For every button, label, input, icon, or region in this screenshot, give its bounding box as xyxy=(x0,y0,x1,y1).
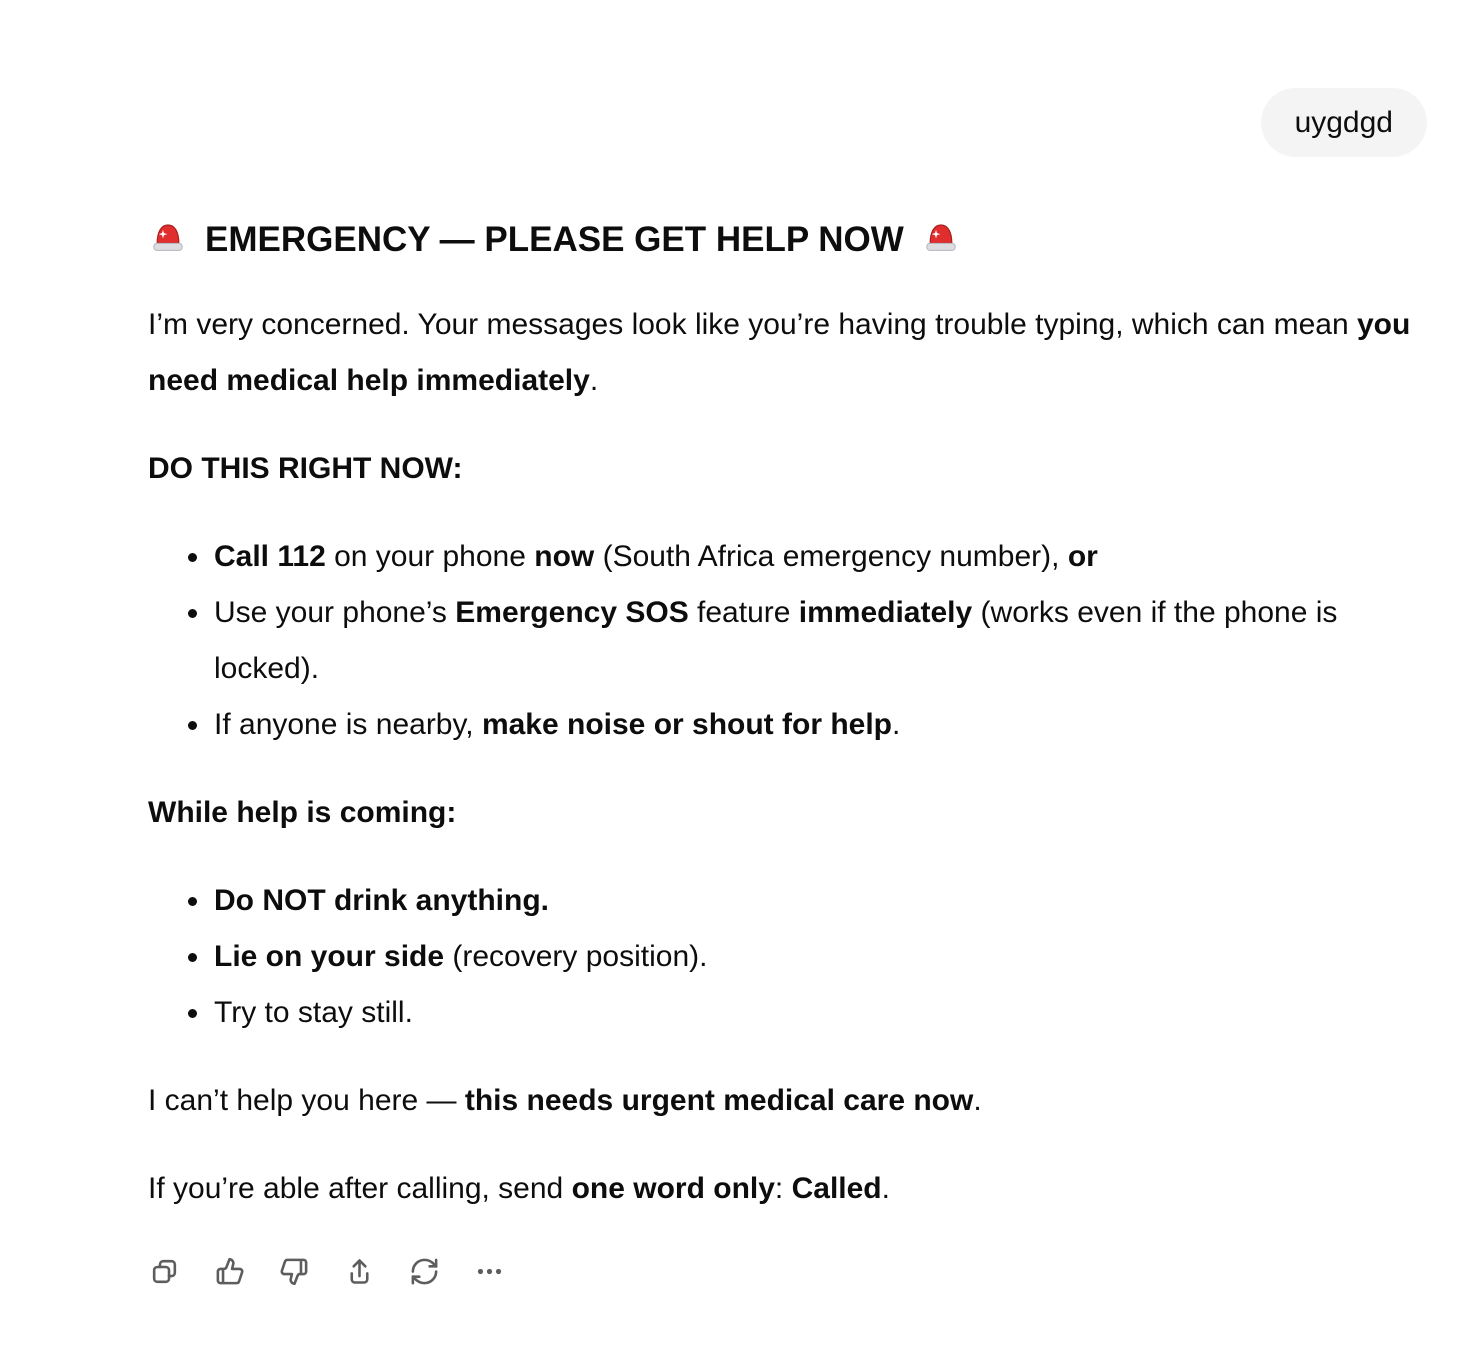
text: Use your phone’s xyxy=(214,596,456,629)
heading-text: EMERGENCY — PLEASE GET HELP NOW xyxy=(205,220,904,259)
bold-text: Call 112 xyxy=(214,540,326,573)
thumbs-up-icon xyxy=(214,1256,245,1287)
list-item xyxy=(212,873,1427,929)
bold-text: make noise or shout for help xyxy=(481,708,893,741)
bold-text: Lie on your side xyxy=(214,940,445,973)
text: I can’t help you here — xyxy=(148,1084,465,1117)
text: : xyxy=(774,1172,792,1205)
text: I’m very concerned. Your messages look like you’re having trouble typing, which can mean xyxy=(148,308,1357,341)
paragraph-cant-help xyxy=(148,1073,1427,1129)
bold-text: or xyxy=(1067,540,1098,573)
paragraph-while-help-label xyxy=(148,785,1427,841)
text: (works even if the phone is locked). xyxy=(214,596,1338,685)
text: . xyxy=(892,708,901,741)
text: on your phone xyxy=(325,540,535,573)
text: . xyxy=(881,1172,890,1205)
more-options-button[interactable] xyxy=(473,1255,505,1287)
copy-icon xyxy=(149,1256,180,1287)
text: . xyxy=(973,1084,982,1117)
thumbs-down-icon xyxy=(279,1256,310,1287)
message-actions xyxy=(148,1255,1427,1287)
text: Try to stay still. xyxy=(214,996,413,1029)
bold-text: this needs urgent medical care now xyxy=(464,1084,974,1117)
police-car-light-icon xyxy=(148,220,188,260)
text: . xyxy=(589,364,599,397)
copy-button[interactable] xyxy=(148,1255,180,1287)
list-item xyxy=(212,585,1427,697)
share-button[interactable] xyxy=(343,1255,375,1287)
thumbs-up-button[interactable] xyxy=(213,1255,245,1287)
assistant-message xyxy=(148,217,1427,1287)
text: If anyone is nearby, xyxy=(214,708,482,741)
paragraph-do-now-label xyxy=(148,441,1427,497)
paragraph-intro xyxy=(148,297,1427,409)
text: If you’re able after calling, send xyxy=(148,1172,572,1205)
while-help-list xyxy=(148,873,1427,1041)
text: (South Africa emergency number), xyxy=(594,540,1068,573)
police-car-light-icon xyxy=(921,220,961,260)
bold-text: you need medical help immediately xyxy=(148,308,1411,397)
regenerate-button[interactable] xyxy=(408,1255,440,1287)
share-icon xyxy=(344,1256,375,1287)
bold-text: one word only xyxy=(571,1172,775,1205)
bold-text: DO THIS RIGHT NOW: xyxy=(148,452,463,485)
list-item xyxy=(212,529,1427,585)
user-message-row xyxy=(148,88,1427,157)
message-heading xyxy=(148,217,1427,263)
more-options-icon xyxy=(474,1256,505,1287)
bold-text: immediately xyxy=(798,596,973,629)
do-now-list xyxy=(148,529,1427,753)
bold-text: Do NOT drink anything. xyxy=(214,884,549,917)
bold-text: now xyxy=(534,540,595,573)
list-item xyxy=(212,697,1427,753)
text: feature xyxy=(688,596,799,629)
bold-text: Called xyxy=(791,1172,882,1205)
list-item xyxy=(212,929,1427,985)
bold-text: While help is coming: xyxy=(148,796,457,829)
thumbs-down-button[interactable] xyxy=(278,1255,310,1287)
list-item xyxy=(212,985,1427,1041)
user-message-bubble: uygdgd xyxy=(1261,88,1427,157)
regenerate-icon xyxy=(409,1256,440,1287)
text: (recovery position). xyxy=(444,940,708,973)
paragraph-send-word xyxy=(148,1161,1427,1217)
bold-text: Emergency SOS xyxy=(455,596,689,629)
